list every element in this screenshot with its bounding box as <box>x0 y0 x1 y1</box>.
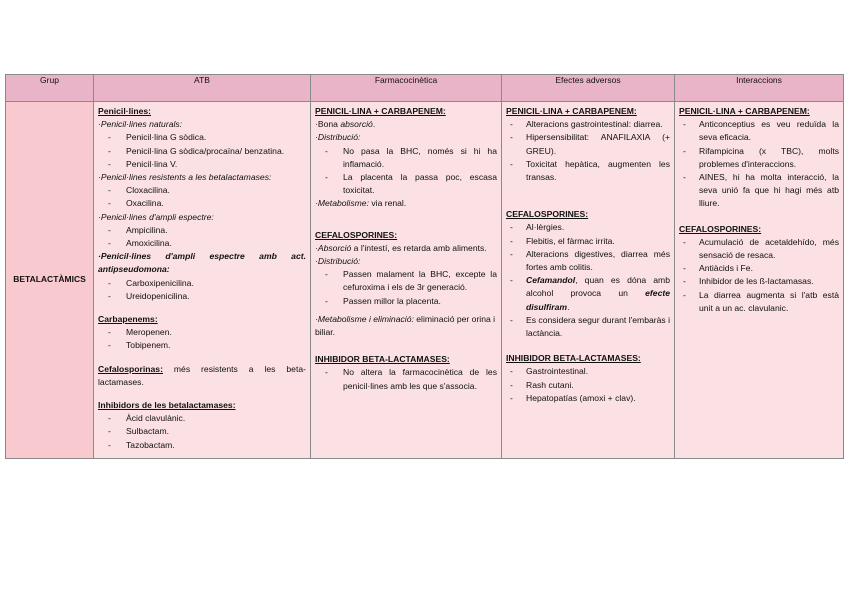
farma-s2-metabolisme <box>315 313 497 339</box>
inhibidors-title: Inhibidors de les betalactamases: <box>98 400 236 411</box>
farma-s2-met-text: eliminació per orina i biliar. <box>315 313 496 338</box>
interaccions-s1-title: PENICIL·LINA + CARBAPENEM: <box>679 106 810 116</box>
resistents-title: ·Penicil·lines resistents a les betalactamases: <box>98 172 272 183</box>
list-item: - Flebitis, el fàrmac irrita. <box>506 235 670 248</box>
farma-s1-abs-pre: ·Bona <box>315 119 341 130</box>
cefalosporinas-line <box>98 363 306 389</box>
resistents-list <box>98 184 306 210</box>
farma-inhibidor-section <box>315 353 497 393</box>
list-item: - Antiàcids i Fe. <box>679 262 839 275</box>
efectes-adversos-cell <box>502 102 675 459</box>
list-item: - Toxicitat hepàtica, augmenten les transas. <box>506 158 670 184</box>
list-item: - La diarrea augmenta si l'atb està unit a un ac. clavulanic. <box>679 289 839 315</box>
list-item: - AINES, hi ha molta interacció, la seva unió fa que hi hagi més atb lliure. <box>679 171 839 211</box>
group-cell: BETALACTÀMICS <box>6 102 94 459</box>
interaccions-s2-title: CEFALOSPORINES: <box>679 223 762 234</box>
efectes-s2-title: CEFALOSPORINES: <box>506 209 589 220</box>
list-item: - Meropenen. <box>98 326 306 339</box>
farma-s2-list <box>315 268 497 308</box>
list-item: - Cloxacilina. <box>98 184 306 197</box>
farma-s2-distribucio: ·Distribució: <box>315 256 361 267</box>
farma-s2-abs-text: a l'intestí, es retarda amb aliments. <box>351 242 487 253</box>
list-item: - Ureidopenicilina. <box>98 290 306 303</box>
list-item: - Hipersensibilitat: ANAFILAXIA (+ GREU). <box>506 131 670 157</box>
list-item: - Rifampicina (x TBC), molts problemes d'interaccions. <box>679 145 839 171</box>
atb-cell <box>94 102 311 459</box>
inhibidors-list <box>98 412 306 452</box>
list-item: - Penicil·lina V. <box>98 158 306 171</box>
list-item <box>506 274 670 314</box>
cefamandol-label: Cefamandol <box>526 275 576 286</box>
list-item: - Ampicilina. <box>98 224 306 237</box>
ampli-list <box>98 224 306 250</box>
farma-s3-list <box>315 366 497 392</box>
carbapenems-section <box>98 313 306 353</box>
antipseudo-list <box>98 277 306 303</box>
header-atb: ATB <box>94 75 311 102</box>
list-item: - Carboxipenicilina. <box>98 277 306 290</box>
list-item: - Passen millor la placenta. <box>315 295 497 308</box>
penicilines-title: Penicil·lines: <box>98 106 152 116</box>
list-item: - Al·lèrgies. <box>506 221 670 234</box>
list-item: - Àcid clavulànic. <box>98 412 306 425</box>
list-item: - Passen malament la BHC, excepte la cefuroxima i els de 3r generació. <box>315 268 497 294</box>
farma-s2-abs-label: ·Absorció <box>315 242 352 253</box>
list-item: - Tobipenem. <box>98 339 306 352</box>
list-item: - La placenta la passa poc, escasa toxicitat. <box>315 171 497 197</box>
list-item: - No altera la farmacocinètica de les penicil·lines amb les que s'associa. <box>315 366 497 392</box>
header-efectes-adversos: Efectes adversos <box>502 75 675 102</box>
cefamandol-mid: , quan es dóna amb alcohol provoca un <box>526 275 670 299</box>
cefamandol-end: . <box>567 301 570 312</box>
interaccions-cell <box>675 102 844 459</box>
list-item: - Amoxicilina. <box>98 237 306 250</box>
header-farmacocinetica: Farmacocinètica <box>311 75 502 102</box>
list-item: - Alteracions digestives, diarrea més fortes amb colitis. <box>506 248 670 274</box>
naturals-title: ·Penicil·lines naturals: <box>98 119 183 130</box>
list-item: - Gastrointestinal. <box>506 365 670 378</box>
list-item: - Hepatopatías (amoxi + clav). <box>506 392 670 405</box>
carbapenems-title: Carbapenems: <box>98 314 158 325</box>
farma-penicilina-section <box>315 105 497 211</box>
header-grup: Grup <box>6 75 94 102</box>
antibiotics-table <box>5 74 844 459</box>
table-row <box>6 102 844 459</box>
inhibidors-section <box>98 399 306 452</box>
carbapenems-list <box>98 326 306 352</box>
efectes-cefalosporines-section <box>506 208 670 340</box>
efectes-penicilina-section <box>506 105 670 184</box>
interaccions-s1-list <box>679 118 839 210</box>
list-item: - Alteracions gastrointestinal: diarrea. <box>506 118 670 131</box>
list-item: - No pasa la BHC, només si hi ha inflamació. <box>315 145 497 171</box>
farma-s1-distribucio: ·Distribució: <box>315 132 361 143</box>
farma-s1-title: PENICIL·LINA + CARBAPENEM: <box>315 106 446 116</box>
ampli-title: ·Penicil·lines d'ampli espectre: <box>98 211 214 222</box>
efectes-s3-title: INHIBIDOR BETA-LACTAMASES: <box>506 353 641 364</box>
interaccions-s2-list <box>679 236 839 315</box>
efectes-inhibidor-section <box>506 352 670 405</box>
cefalosporinas-text: més resistents a les beta-lactamases. <box>98 363 306 387</box>
farma-s2-met-label: ·Metabolisme i eliminació: <box>315 313 414 324</box>
farma-s1-metabolisme <box>315 197 497 210</box>
header-row <box>6 75 844 102</box>
farma-s1-abs: absorció <box>340 119 373 130</box>
efectes-s1-list <box>506 118 670 184</box>
efectes-s1-title: PENICIL·LINA + CARBAPENEM: <box>506 106 637 116</box>
disulfiram-label: efecte disulfiram <box>526 288 670 312</box>
farmacocinetica-cell <box>311 102 502 459</box>
list-item: - Sulbactam. <box>98 425 306 438</box>
list-item: - Tazobactam. <box>98 439 306 452</box>
list-item: - Anticonceptius es veu reduïda la seva eficacia. <box>679 118 839 144</box>
list-item: - Oxacilina. <box>98 197 306 210</box>
list-item: - Penicil·lina G sòdica/procaïna/ benzatina. <box>98 145 306 158</box>
farma-s2-title: CEFALOSPORINES: <box>315 229 398 240</box>
interaccions-cefalosporines-section <box>679 223 839 315</box>
penicilines-section <box>98 105 306 303</box>
cefalosporinas-title: Cefalosporinas: <box>98 363 163 374</box>
farma-cefalosporines-section <box>315 229 497 340</box>
farma-s1-list <box>315 145 497 198</box>
list-item: - Inhibidor de les ß-lactamasas. <box>679 275 839 288</box>
farma-s2-absorcio <box>315 242 497 255</box>
antipseudo-title: ·Penicil·lines d'ampli espectre amb act. antipseudomona: <box>98 251 306 275</box>
naturals-list <box>98 131 306 171</box>
list-item: - Penicil·lina G sòdica. <box>98 131 306 144</box>
farma-s1-met-text: via renal. <box>368 198 407 209</box>
list-item: - Acumulació de acetaldehído, més sensació de resaca. <box>679 236 839 262</box>
cefalosporinas-section <box>98 363 306 389</box>
farma-s1-absorcio <box>315 118 497 131</box>
interaccions-penicilina-section <box>679 105 839 211</box>
efectes-s2-list <box>506 221 670 340</box>
efectes-s3-list <box>506 365 670 405</box>
farma-s1-abs-post: . <box>372 119 376 130</box>
list-item: - Rash cutani. <box>506 379 670 392</box>
farma-s3-title: INHIBIDOR BETA-LACTAMASES: <box>315 354 450 365</box>
list-item: - Es considera segur durant l'embaràs i lactància. <box>506 314 670 340</box>
farma-s1-met-label: ·Metabolisme: <box>315 198 369 209</box>
header-interaccions: Interaccions <box>675 75 844 102</box>
